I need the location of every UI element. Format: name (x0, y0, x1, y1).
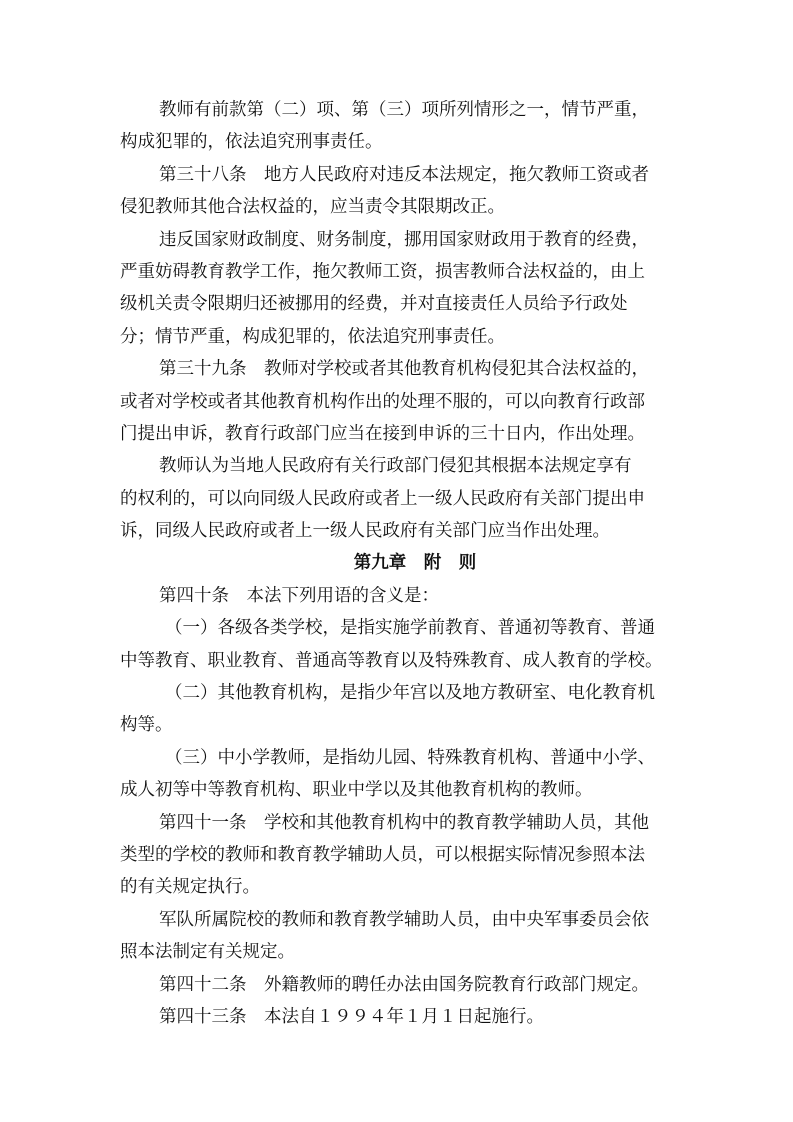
paragraph-line: 分；情节严重，构成犯罪的，依法追究刑事责任。 (120, 326, 505, 347)
paragraph-line: 门提出申诉，教育行政部门应当在接到申诉的三十日内，作出处理。 (120, 423, 645, 444)
paragraph-line: 严重妨碍教育教学工作，拖欠教师工资，损害教师合法权益的，由上 (120, 261, 645, 282)
article-42-line: 第四十二条 外籍教师的聘任办法由国务院教育行政部门规定。 (159, 974, 649, 995)
paragraph-line: 违反国家财政制度、财务制度，挪用国家财政用于教育的经费， (159, 229, 649, 250)
paragraph-line: 级机关责令限期归还被挪用的经费，并对直接责任人员给予行政处 (120, 294, 628, 315)
paragraph-line: 教师认为当地人民政府有关行政部门侵犯其根据本法规定享有 (159, 456, 632, 477)
paragraph-line: 成人初等中等教育机构、职业中学以及其他教育机构的教师。 (120, 780, 593, 801)
definition-item-line: （三）中小学教师，是指幼儿园、特殊教育机构、普通中小学、 (165, 747, 655, 768)
article-38-line: 第三十八条 地方人民政府对违反本法规定，拖欠教师工资或者 (159, 164, 649, 185)
article-43-line: 第四十三条 本法自１９９４年１月１日起施行。 (159, 1006, 544, 1027)
definition-item-line: （二）其他教育机构，是指少年宫以及地方教研室、电化教育机 (165, 683, 655, 704)
chapter-heading: 第九章 附 则 (353, 553, 477, 574)
article-41-line: 第四十一条 学校和其他教育机构中的教育教学辅助人员，其他 (159, 812, 649, 833)
paragraph-line: 军队所属院校的教师和教育教学辅助人员，由中央军事委员会依 (159, 909, 649, 930)
paragraph-line: 的有关规定执行。 (120, 877, 260, 898)
paragraph-line: 侵犯教师其他合法权益的，应当责令其限期改正。 (120, 197, 505, 218)
paragraph-line: 或者对学校或者其他教育机构作出的处理不服的，可以向教育行政部 (120, 391, 645, 412)
paragraph-line: 构成犯罪的，依法追究刑事责任。 (120, 132, 383, 153)
paragraph-line: 照本法制定有关规定。 (120, 942, 295, 963)
paragraph-line: 的权利的，可以向同级人民政府或者上一级人民政府有关部门提出申 (120, 488, 645, 509)
paragraph-line: 构等。 (120, 715, 173, 736)
definition-item-line: （一）各级各类学校，是指实施学前教育、普通初等教育、普通 (165, 618, 655, 639)
paragraph-line: 教师有前款第（二）项、第（三）项所列情形之一，情节严重， (159, 100, 649, 120)
article-40-line: 第四十条 本法下列用语的含义是： (159, 585, 439, 606)
document-body (120, 94, 680, 1033)
paragraph-line: 类型的学校的教师和教育教学辅助人员，可以根据实际情况参照本法 (120, 844, 645, 865)
article-39-line: 第三十九条 教师对学校或者其他教育机构侵犯其合法权益的， (159, 359, 649, 380)
paragraph-line: 诉，同级人民政府或者上一级人民政府有关部门应当作出处理。 (120, 521, 610, 542)
paragraph-line: 中等教育、职业教育、普通高等教育以及特殊教育、成人教育的学校。 (120, 650, 663, 671)
